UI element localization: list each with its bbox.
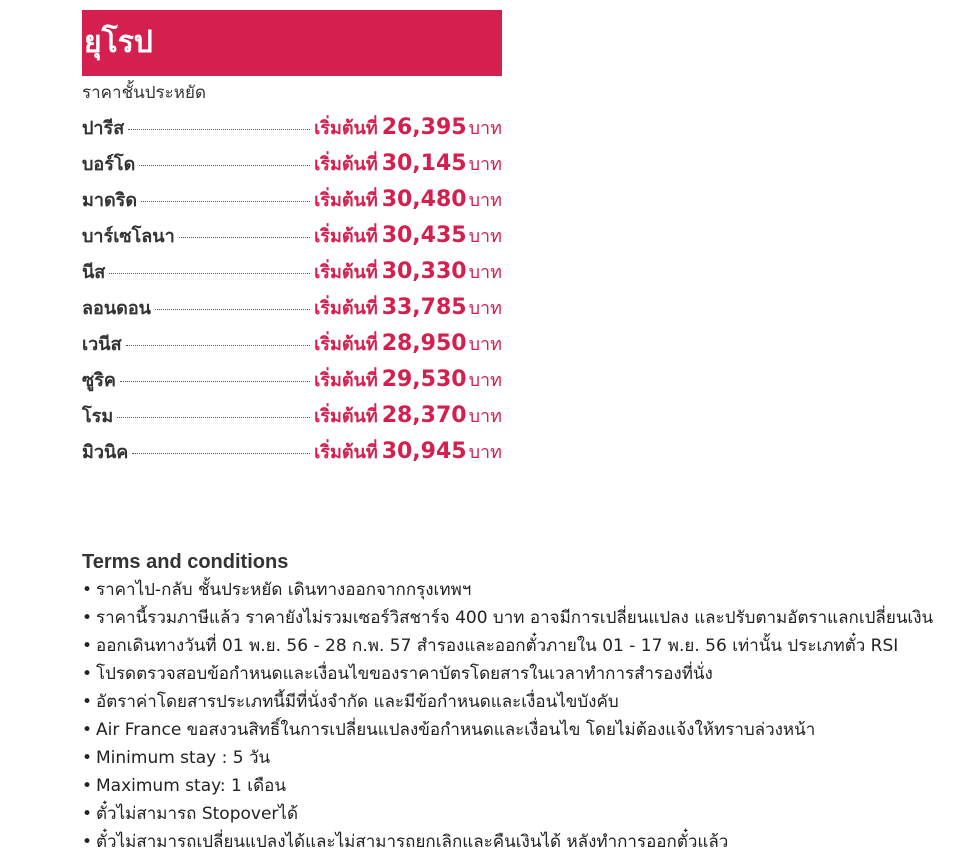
destination-city: นีส <box>82 262 106 283</box>
dotted-leader <box>128 129 310 130</box>
terms-item-text: ราคานี้รวมภาษีแล้ว ราคายังไม่รวมเซอร์วิสชาร์จ 400 บาท อาจมีการเปลี่ยนแปลง และปรับตามอัตราแลกเปลี่ยนเงิน <box>96 608 934 628</box>
destination-price <box>314 110 502 147</box>
price-amount: 30,435 <box>381 223 467 248</box>
price-prefix: เริ่มต้นที่ <box>314 370 378 391</box>
region-title: ยุโรป <box>84 25 153 60</box>
terms-item-text: อัตราค่าโดยสารประเภทนี้มีที่นั่งจำกัด และมีข้อกำหนดและเงื่อนไขบังคับ <box>96 692 619 712</box>
price-row <box>82 362 502 398</box>
price-row <box>82 290 502 326</box>
destination-price <box>314 146 502 183</box>
terms-item <box>82 632 953 660</box>
destination-city: เวนีส <box>82 334 122 355</box>
dotted-leader <box>139 165 310 166</box>
destination-city: มาดริด <box>82 190 138 211</box>
destination-city: ปารีส <box>82 118 125 139</box>
dotted-leader <box>120 381 310 382</box>
price-prefix: เริ่มต้นที่ <box>314 190 378 211</box>
price-prefix: เริ่มต้นที่ <box>314 226 378 247</box>
price-currency: บาท <box>468 406 502 427</box>
destination-city: บาร์เซโลนา <box>82 226 175 247</box>
terms-item <box>82 744 953 772</box>
page-content <box>82 10 953 856</box>
bullet-icon: • <box>82 748 93 768</box>
terms-item <box>82 772 953 800</box>
terms-item-text: Air France ขอสงวนสิทธิ์ในการเปลี่ยนแปลงข้อกำหนดและเงื่อนไข โดยไม่ต้องแจ้งให้ทราบล่วงหน้า <box>96 720 816 740</box>
bullet-icon: • <box>82 720 93 740</box>
terms-item <box>82 688 953 716</box>
dotted-leader <box>126 345 311 346</box>
destination-city: บอร์โด <box>82 154 136 175</box>
destination-price <box>314 326 502 363</box>
price-row <box>82 182 502 218</box>
terms-item-text: ตั๋วไม่สามารถเปลี่ยนแปลงได้และไม่สามารถยกเลิกและคืนเงินได้ หลังทำการออกตั๋วแล้ว <box>96 832 729 852</box>
dotted-leader <box>109 273 310 274</box>
dotted-leader <box>155 309 310 310</box>
price-amount: 33,785 <box>381 295 467 320</box>
destination-price <box>314 434 502 471</box>
terms-item-text: ออกเดินทางวันที่ 01 พ.ย. 56 - 28 ก.พ. 57 สำรองและออกตั๋วภายใน 01 - 17 พ.ย. 56 เท่านั้น ประเภทตั๋ว RSI <box>96 636 899 656</box>
bullet-icon: • <box>82 692 93 712</box>
destination-city: มิวนิค <box>82 442 129 463</box>
terms-item-text: ตั๋วไม่สามารถ Stopoverได้ <box>96 804 298 824</box>
price-row <box>82 398 502 434</box>
destination-price <box>314 254 502 291</box>
price-amount: 29,530 <box>381 367 467 392</box>
terms-item <box>82 828 953 856</box>
price-row <box>82 326 502 362</box>
price-prefix: เริ่มต้นที่ <box>314 334 378 355</box>
bullet-icon: • <box>82 636 93 656</box>
price-currency: บาท <box>468 442 502 463</box>
dotted-leader <box>141 201 310 202</box>
price-currency: บาท <box>468 190 502 211</box>
terms-list <box>82 576 953 856</box>
bullet-icon: • <box>82 804 93 824</box>
price-list <box>82 110 502 470</box>
price-prefix: เริ่มต้นที่ <box>314 154 378 175</box>
terms-item <box>82 576 953 604</box>
region-header <box>82 10 502 76</box>
price-amount: 30,480 <box>381 187 467 212</box>
price-row <box>82 110 502 146</box>
price-amount: 28,950 <box>381 331 467 356</box>
price-prefix: เริ่มต้นที่ <box>314 406 378 427</box>
terms-item-text: ราคาไป-กลับ ชั้นประหยัด เดินทางออกจากกรุงเทพฯ <box>96 580 472 600</box>
price-currency: บาท <box>468 118 502 139</box>
price-amount: 30,945 <box>381 439 467 464</box>
destination-city: ซูริค <box>82 370 116 391</box>
fare-class-label: ราคาชั้นประหยัด <box>82 83 207 103</box>
bullet-icon: • <box>82 664 93 684</box>
terms-item <box>82 604 953 632</box>
price-prefix: เริ่มต้นที่ <box>314 118 378 139</box>
destination-price <box>314 218 502 255</box>
price-row <box>82 146 502 182</box>
price-row <box>82 434 502 470</box>
price-currency: บาท <box>468 334 502 355</box>
price-amount: 30,145 <box>381 151 467 176</box>
terms-item-text: โปรดตรวจสอบข้อกำหนดและเงื่อนไขของราคาบัตรโดยสารในเวลาทำการสำรองที่นั่ง <box>96 664 713 684</box>
destination-price <box>314 398 502 435</box>
terms-item-text: Maximum stay: 1 เดือน <box>96 776 286 796</box>
bullet-icon: • <box>82 580 93 600</box>
price-amount: 30,330 <box>381 259 467 284</box>
bullet-icon: • <box>82 832 93 852</box>
destination-city: ลอนดอน <box>82 298 151 319</box>
price-prefix: เริ่มต้นที่ <box>314 442 378 463</box>
price-amount: 26,395 <box>381 115 467 140</box>
bullet-icon: • <box>82 608 93 628</box>
destination-price <box>314 182 502 219</box>
price-currency: บาท <box>468 370 502 391</box>
price-amount: 28,370 <box>381 403 467 428</box>
bullet-icon: • <box>82 776 93 796</box>
dotted-leader <box>117 417 310 418</box>
price-currency: บาท <box>468 262 502 283</box>
terms-item-text: Minimum stay : 5 วัน <box>96 748 271 768</box>
terms-item <box>82 800 953 828</box>
price-currency: บาท <box>468 226 502 247</box>
destination-price <box>314 290 502 327</box>
destination-price <box>314 362 502 399</box>
destination-city: โรม <box>82 406 114 427</box>
price-currency: บาท <box>468 154 502 175</box>
terms-item <box>82 660 953 688</box>
dotted-leader <box>132 453 310 454</box>
terms-item <box>82 716 953 744</box>
terms-section <box>82 548 953 856</box>
price-prefix: เริ่มต้นที่ <box>314 298 378 319</box>
price-currency: บาท <box>468 298 502 319</box>
price-row <box>82 218 502 254</box>
price-row <box>82 254 502 290</box>
price-prefix: เริ่มต้นที่ <box>314 262 378 283</box>
dotted-leader <box>179 237 310 238</box>
terms-title: Terms and conditions <box>82 551 289 573</box>
